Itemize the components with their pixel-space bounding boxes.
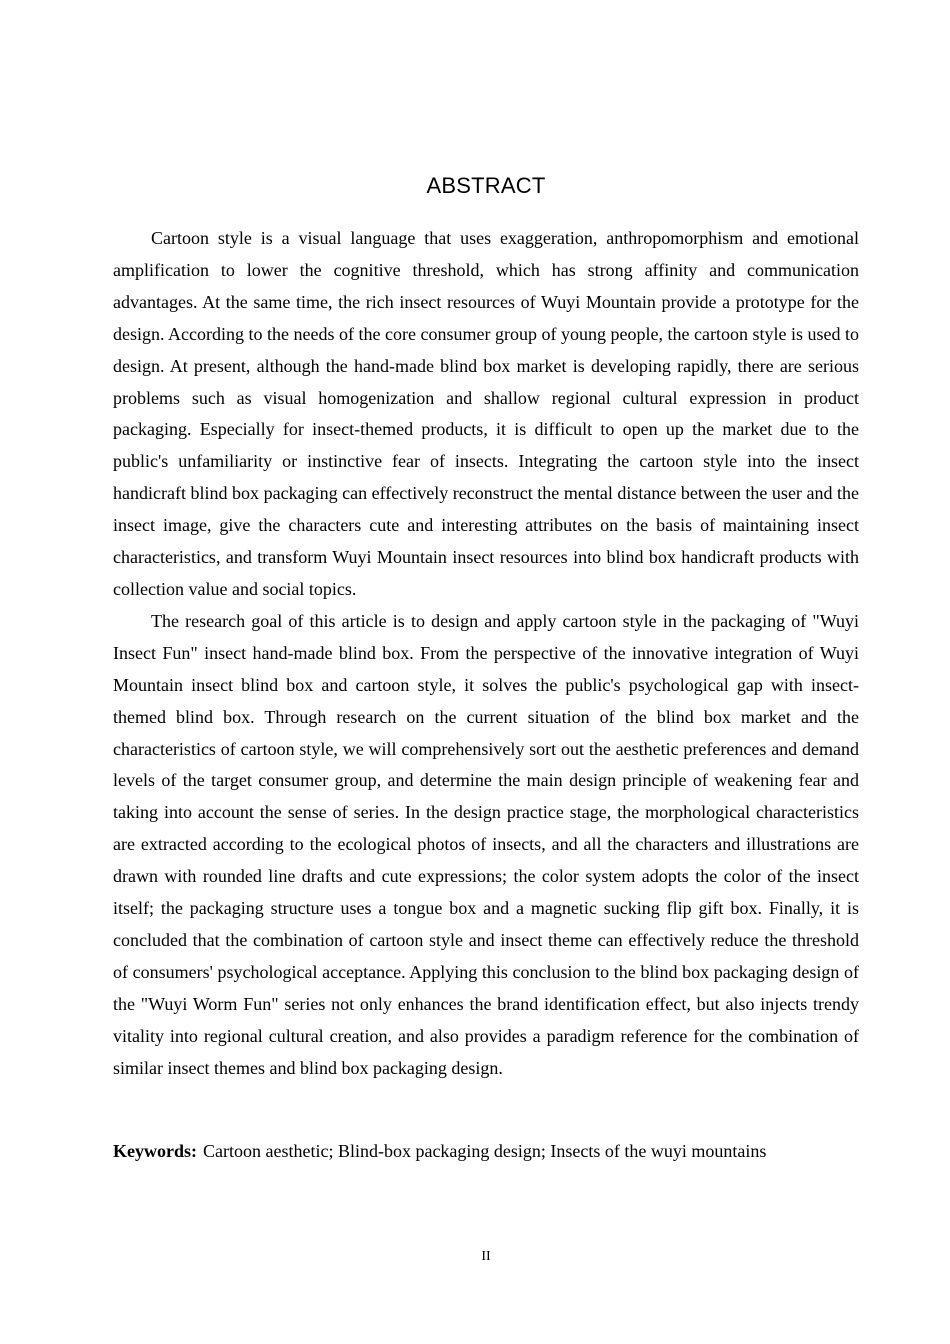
abstract-paragraph-2: The research goal of this article is to design and apply cartoon style in the packaging of "Wuyi Insect Fun" insect hand-made blind box. From the perspective of the innovative integration of Wuyi Mountain insect blind box and cartoon style, it solves the public's psychological gap with insect-themed blind box. Through research on the current situation of the blind box market and the characteristics of cartoon style, we will comprehensively sort out the aesthetic preferences and demand levels of the target consumer group, and determine the main design principle of weakening fear and taking into account the sense of series. In the design practice stage, the morphological characteristics are extracted according to the ecological photos of insects, and all the characters and illustrations are drawn with rounded line drafts and cute expressions; the color system adopts the color of the insect itself; the packaging structure uses a tongue box and a magnetic sucking flip gift box. Finally, it is concluded that the combination of cartoon style and insect theme can effectively reduce the threshold of consumers' psychological acceptance. Applying this conclusion to the blind box packaging design of the "Wuyi Worm Fun" series not only enhances the brand identification effect, but also injects trendy vitality into regional cultural creation, and also provides a paradigm reference for the combination of similar insect themes and blind box packaging design.	[113, 610, 859, 1078]
keywords-text: Cartoon aesthetic; Blind-box packaging design; Insects of the wuyi mountains	[203, 1141, 767, 1161]
abstract-title: ABSTRACT	[426, 173, 546, 198]
abstract-body	[113, 223, 859, 1084]
page-number: II	[481, 1249, 491, 1264]
keywords-line	[113, 1136, 859, 1167]
abstract-paragraph-1: Cartoon style is a visual language that uses exaggeration, anthropomorphism and emotional amplification to lower the cognitive threshold, which has strong affinity and communication advantages. At the same time, the rich insect resources of Wuyi Mountain provide a prototype for the design. According to the needs of the core consumer group of young people, the cartoon style is used to design. At present, although the hand-made blind box market is developing rapidly, there are serious problems such as visual homogenization and shallow regional cultural expression in product packaging. Especially for insect-themed products, it is difficult to open up the market due to the public's unfamiliarity or instinctive fear of insects. Integrating the cartoon style into the insect handicraft blind box packaging can effectively reconstruct the mental distance between the user and the insect image, give the characters cute and interesting attributes on the basis of maintaining insect characteristics, and transform Wuyi Mountain insect resources into blind box handicraft products with collection value and social topics.	[113, 228, 859, 599]
keywords-label: Keywords:	[113, 1141, 197, 1161]
